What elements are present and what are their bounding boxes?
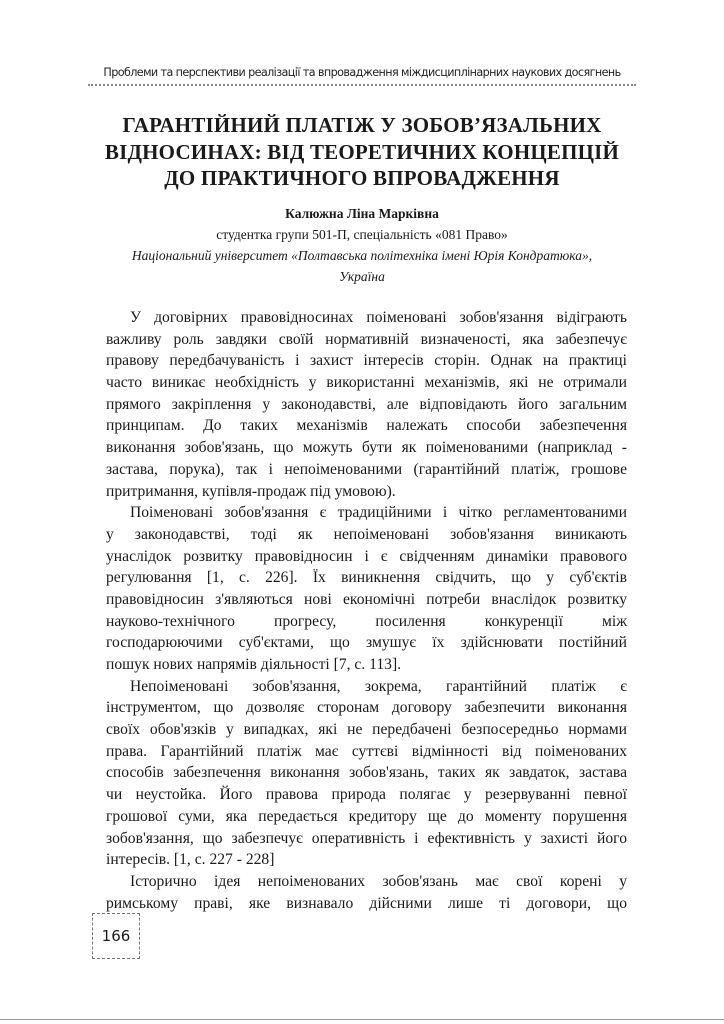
footer-divider xyxy=(0,1019,724,1020)
article-title xyxy=(80,112,644,192)
title-line: ДО ПРАКТИЧНОГО ВПРОВАДЖЕННЯ xyxy=(164,166,560,190)
text-line: принципам. До таких механізмів належать способи забезпечення xyxy=(106,417,627,435)
text-line: правовідносин з'являються нові економічні потреби внаслідок розвитку xyxy=(106,590,627,608)
text-line: важливу роль завдяки своїй нормативній визначеності, яка забезпечує xyxy=(106,330,627,348)
text-line: зобов'язання, що забезпечує оперативність і ефективність у захисті його xyxy=(106,829,627,847)
text-line: Непоіменовані зобов'язання, зокрема, гарантійний платіж є xyxy=(130,677,627,695)
title-line: ГАРАНТІЙНИЙ ПЛАТІЖ У ЗОБОВ’ЯЗАЛЬНИХ xyxy=(122,113,602,137)
author-country: Україна xyxy=(339,269,385,284)
text-line: застава, порука), так і непоіменованими (гарантійний платіж, грошове xyxy=(106,460,627,478)
text-line: науково-технічного прогресу, посилення конкуренції між xyxy=(106,612,627,630)
text-line: права. Гарантійний платіж має суттєві відмінності від поіменованих xyxy=(106,742,627,760)
text-line: У договірних правовідносинах поіменовані зобов'язання відіграють xyxy=(130,309,627,326)
text-line: грошової суми, яка передається кредитору ще до моменту порушення xyxy=(106,807,627,825)
text-line: своїх обов'язків у випадках, які не передбачені безпосередньо нормами xyxy=(106,721,627,739)
header-divider xyxy=(88,84,636,86)
author-position: студентка групи 501-П, спеціальність «081 Право» xyxy=(216,227,508,242)
author-name: Калюжна Ліна Марківна xyxy=(285,206,439,221)
text-line: пошук нових напрямів діяльності [7, с. 113]. xyxy=(106,656,402,673)
text-line: правову передбачуваність і захист інтересів сторін. Однак на практиці xyxy=(106,352,627,370)
text-line: унаслідок розвитку правовідносин і є свідченням динаміки правового xyxy=(106,547,627,565)
text-line: інтересів. [1, с. 227 - 228] xyxy=(106,851,275,869)
text-line: часто виникає необхідність у використанні механізмів, які не отримали xyxy=(106,374,627,392)
page-number: 166 xyxy=(92,913,140,959)
paragraph xyxy=(106,502,627,676)
text-line: римському праві, яке визнавало дійсними лише ті договори, що xyxy=(106,894,627,912)
text-line: Історично ідея непоіменованих зобов'язань має свої корені у xyxy=(130,872,627,890)
paragraph xyxy=(106,871,627,914)
text-line: господарюючими суб'єктами, що змушує їх здійснювати постійний xyxy=(106,634,627,652)
text-line: виконання зобов'язань, що можуть бути як поіменованими (наприклад - xyxy=(106,439,627,457)
text-line: Поіменовані зобов'язання є традиційними і чітко регламентованими xyxy=(130,504,627,522)
paragraph xyxy=(106,307,627,502)
running-header: Проблеми та перспективи реалізації та впровадження міждисциплінарних наукових досягнень xyxy=(103,66,621,79)
text-line: інструментом, що дозволяє сторонам договору забезпечити виконання xyxy=(106,699,627,717)
article-body xyxy=(106,307,627,914)
title-line: ВІДНОСИНАХ: ВІД ТЕОРЕТИЧНИХ КОНЦЕПЦІЙ xyxy=(104,139,620,164)
paragraph xyxy=(106,676,627,871)
text-line: способів забезпечення виконання зобов'язань, таких як завдаток, застава xyxy=(106,764,627,782)
author-affiliation: Національний університет «Полтавська політехніка імені Юрія Кондратюка», xyxy=(131,248,593,263)
text-line: прямого закріплення у законодавстві, але відповідають його загальним xyxy=(106,395,627,413)
text-line: у законодавстві, тоді як непоіменовані зобов'язання виникають xyxy=(106,525,627,543)
text-line: регулювання [1, с. 226]. Їх виникнення свідчить, що у суб'єктів xyxy=(106,569,627,587)
author-block xyxy=(80,203,644,287)
text-line: чи неустойка. Його правова природа полягає у резервуванні певної xyxy=(106,786,627,804)
text-line: притримання, купівля-продаж під умовою). xyxy=(106,482,396,500)
